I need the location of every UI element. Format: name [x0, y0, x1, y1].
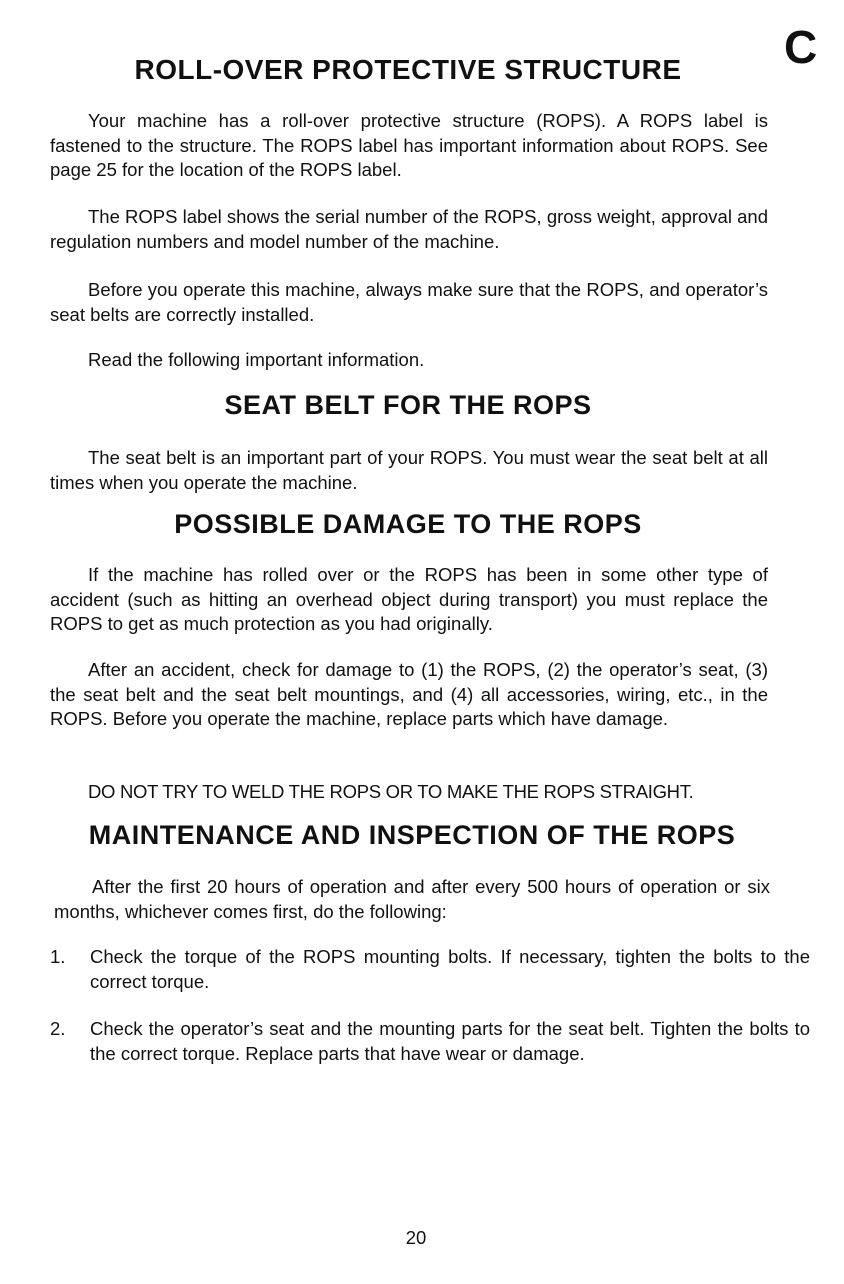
page-number: 20 [405, 1227, 427, 1248]
list-item [50, 945, 810, 994]
paragraph-rops-label: The ROPS label shows the serial number of the ROPS, gross weight, approval and regulation numbers and model number of the machine. [50, 206, 768, 252]
section-heading-maintenance: MAINTENANCE AND INSPECTION OF THE ROPS [88, 820, 736, 850]
section-heading-rops: ROLL-OVER PROTECTIVE STRUCTURE [134, 54, 682, 85]
list-item-number: 1. [50, 946, 66, 967]
paragraph-seat-belt: The seat belt is an important part of your ROPS. You must wear the seat belt at all times when you operate the machine. [50, 447, 768, 493]
corner-mark: C [784, 21, 818, 73]
paragraph-maintenance-intro: After the first 20 hours of operation and after every 500 hours of operation or six months, whichever comes first, do the following: [54, 876, 770, 922]
paragraph-replace-rops: If the machine has rolled over or the ROPS has been in some other type of accident (such as hitting an overhead object during transport) you must replace the ROPS to get as much protection as you had originally. [50, 564, 768, 634]
section-heading-damage: POSSIBLE DAMAGE TO THE ROPS [174, 509, 642, 539]
section-heading-seat-belt: SEAT BELT FOR THE ROPS [224, 390, 592, 420]
list-item-number: 2. [50, 1018, 66, 1039]
list-item-text: Check the torque of the ROPS mounting bolts. If necessary, tighten the bolts to the correct torque. [90, 946, 810, 992]
paragraph-warning-weld: DO NOT TRY TO WELD THE ROPS OR TO MAKE THE ROPS STRAIGHT. [88, 781, 694, 802]
paragraph-before-operate: Before you operate this machine, always make sure that the ROPS, and operator’s seat belts are correctly installed. [50, 279, 768, 325]
paragraph-rops-intro: Your machine has a roll-over protective structure (ROPS). A ROPS label is fastened to the structure. The ROPS label has important information about ROPS. See page 25 for the location of the ROPS label. [50, 110, 768, 180]
list-item-text: Check the operator’s seat and the mounting parts for the seat belt. Tighten the bolts to the correct torque. Replace parts that have wear or damage. [90, 1018, 810, 1064]
paragraph-after-accident: After an accident, check for damage to (1) the ROPS, (2) the operator’s seat, (3) the seat belt and the seat belt mountings, and (4) all accessories, wiring, etc., in the ROPS. Before you operate the machine, replace parts which have damage. [50, 659, 768, 729]
paragraph-read-following: Read the following important information. [88, 349, 425, 370]
list-item [50, 1017, 810, 1066]
